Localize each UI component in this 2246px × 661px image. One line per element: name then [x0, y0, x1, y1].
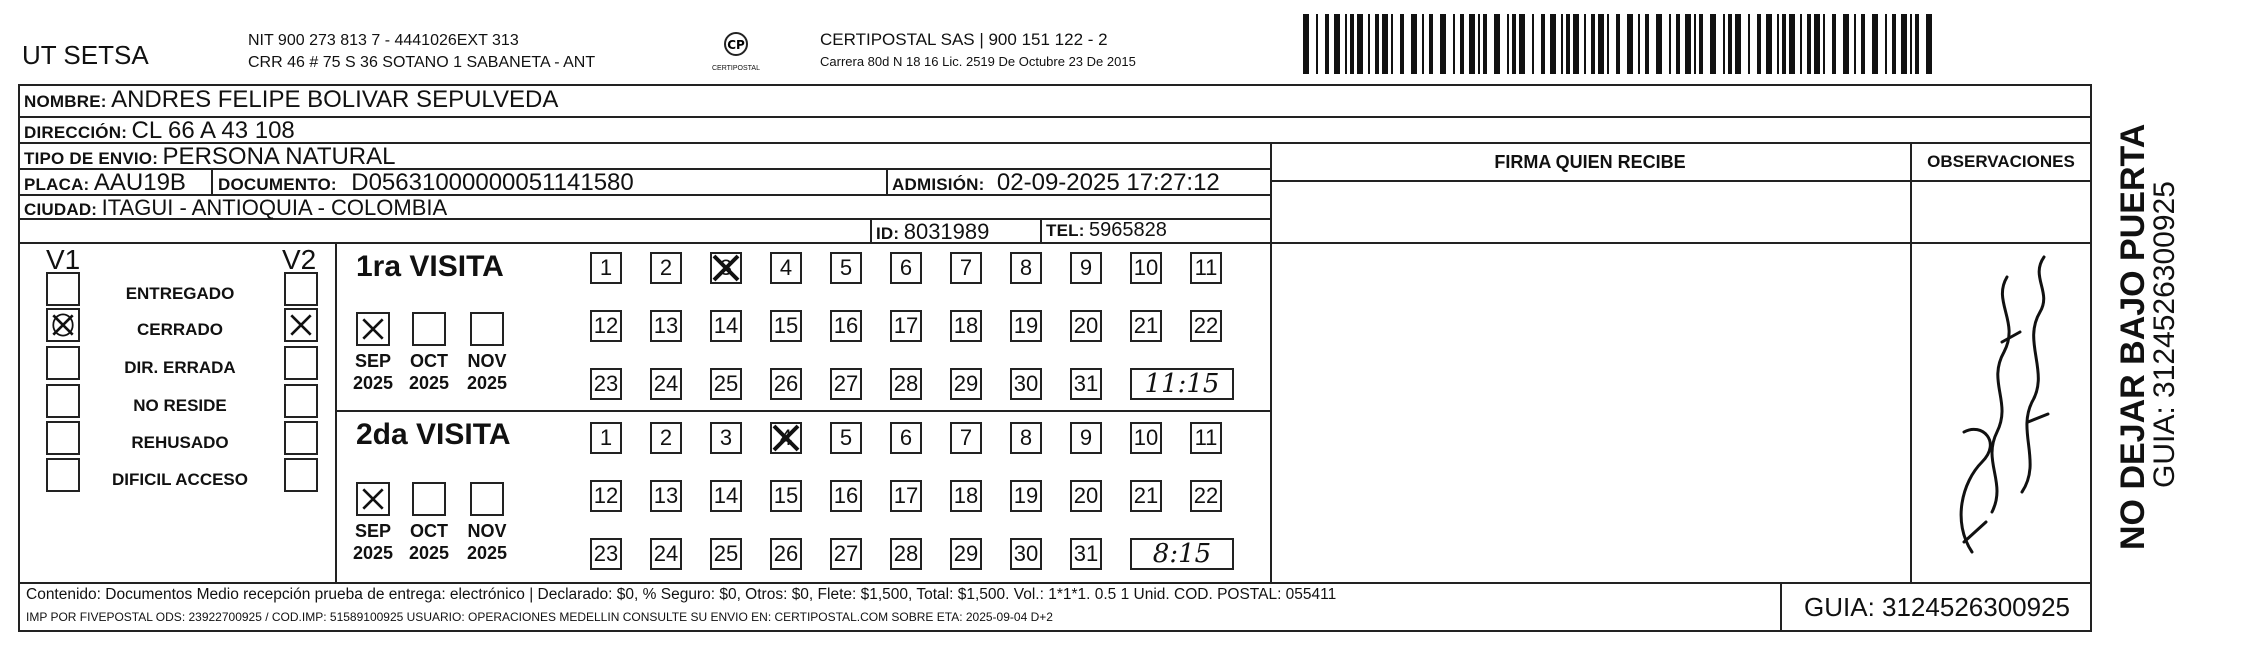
- barcode-bar: [1901, 14, 1907, 74]
- id-label: ID:: [876, 224, 900, 243]
- day-box[interactable]: 13: [650, 310, 682, 342]
- direccion-label: DIRECCIÓN:: [24, 123, 128, 142]
- barcode-bar: [1345, 14, 1347, 74]
- v1-checkbox[interactable]: [46, 308, 80, 342]
- month-year: 2025: [408, 373, 450, 393]
- day-box[interactable]: 7: [950, 252, 982, 284]
- barcode-bar: [1494, 14, 1500, 74]
- v1-checkbox[interactable]: [46, 458, 80, 492]
- barcode-bar: [1854, 14, 1856, 74]
- day-box[interactable]: 2: [650, 252, 682, 284]
- barcode-bar: [1573, 14, 1579, 74]
- direccion-value: CL 66 A 43 108: [131, 117, 295, 144]
- day-box[interactable]: 8: [1010, 252, 1042, 284]
- barcode-bar: [1616, 14, 1620, 74]
- v1-checkbox[interactable]: [46, 384, 80, 418]
- barcode-bar: [1885, 14, 1887, 74]
- footer-guia: GUIA: 3124526300925: [1804, 592, 2070, 622]
- v1-checkbox[interactable]: [46, 421, 80, 455]
- month-name: OCT: [410, 351, 448, 371]
- barcode-bar: [1591, 14, 1595, 74]
- month-checkbox[interactable]: [356, 312, 390, 346]
- day-box[interactable]: 29: [950, 538, 982, 570]
- second-visit-title: 2da VISITA: [356, 418, 511, 451]
- company-address: CRR 46 # 75 S 36 SOTANO 1 SABANETA - ANT: [248, 54, 596, 71]
- day-box[interactable]: 15: [770, 310, 802, 342]
- month-label: [404, 350, 454, 394]
- barcode-bar: [1316, 14, 1318, 74]
- day-box[interactable]: 28: [890, 368, 922, 400]
- observaciones-label: OBSERVACIONES: [1927, 152, 2075, 171]
- day-box[interactable]: 20: [1070, 310, 1102, 342]
- day-box[interactable]: 1: [590, 422, 622, 454]
- month-label: [348, 520, 398, 564]
- status-label: DIFICIL ACCESO: [111, 470, 248, 489]
- v2-checkbox[interactable]: [284, 346, 318, 380]
- barcode-bar: [1368, 14, 1370, 74]
- footer-imp: IMP POR FIVEPOSTAL ODS: 23922700925 / COD.IMP: 51589100925 USUARIO: OPERACIONES MEDELLIN CONSULTE SU ENVIO EN: CERTIPOSTAL.COM SOBRE ETA: 2025-09-04 D+2: [26, 610, 1053, 624]
- barcode: [1303, 14, 1939, 74]
- day-box[interactable]: 4: [770, 422, 802, 454]
- day-box[interactable]: 8: [1010, 422, 1042, 454]
- visit-time[interactable]: 11:15: [1130, 368, 1234, 400]
- barcode-bar: [1453, 14, 1455, 74]
- day-box[interactable]: 25: [710, 538, 742, 570]
- svg-text:CP: CP: [727, 38, 745, 52]
- day-box[interactable]: 27: [830, 538, 862, 570]
- barcode-bar: [1512, 14, 1516, 74]
- tel-label: TEL:: [1046, 221, 1085, 240]
- barcode-bar: [1926, 14, 1932, 74]
- month-year: 2025: [466, 543, 508, 563]
- admision-label: ADMISIÓN:: [892, 175, 985, 194]
- v2-checkbox[interactable]: [284, 384, 318, 418]
- barcode-bar: [1422, 14, 1424, 74]
- day-box[interactable]: 30: [1010, 368, 1042, 400]
- certipostal-logo: [712, 30, 760, 72]
- status-label: DIR. ERRADA: [124, 358, 236, 377]
- barcode-bar: [1391, 14, 1393, 74]
- barcode-bar: [1483, 14, 1487, 74]
- barcode-bar: [1892, 14, 1896, 74]
- day-box[interactable]: 30: [1010, 538, 1042, 570]
- day-mark: [770, 422, 802, 454]
- barcode-bar: [1460, 14, 1464, 74]
- v2-checkbox[interactable]: [284, 421, 318, 455]
- day-box[interactable]: 12: [590, 480, 622, 512]
- barcode-bar: [1669, 14, 1671, 74]
- barcode-bar: [1915, 14, 1919, 74]
- placa-value: AAU19B: [93, 169, 186, 196]
- day-box[interactable]: 12: [590, 310, 622, 342]
- barcode-bar: [1627, 14, 1633, 74]
- barcode-bar: [1638, 14, 1640, 74]
- barcode-bar: [1694, 14, 1696, 74]
- barcode-bar: [1566, 14, 1570, 74]
- month-year: 2025: [408, 543, 450, 563]
- first-visit-title: 1ra VISITA: [356, 250, 504, 283]
- month-label: [462, 350, 512, 394]
- barcode-bar: [1584, 14, 1586, 74]
- day-box[interactable]: 24: [650, 368, 682, 400]
- barcode-bar: [1710, 14, 1716, 74]
- day-box[interactable]: 4: [770, 252, 802, 284]
- id-value: 8031989: [903, 219, 990, 244]
- month-label: [462, 520, 512, 564]
- barcode-bar: [1375, 14, 1379, 74]
- no-dejar-bajo-puerta: NO DEJAR BAJO PUERTA: [2114, 123, 2152, 550]
- day-box[interactable]: 11: [1190, 252, 1222, 284]
- side-guia: GUIA: 3124526300925: [2148, 181, 2181, 488]
- status-label: REHUSADO: [131, 433, 229, 452]
- day-box[interactable]: 5: [830, 252, 862, 284]
- day-box[interactable]: 22: [1190, 310, 1222, 342]
- barcode-bar: [1685, 14, 1691, 74]
- nombre-label: NOMBRE:: [24, 92, 107, 111]
- day-box[interactable]: 21: [1130, 310, 1162, 342]
- day-box[interactable]: 15: [770, 480, 802, 512]
- barcode-bar: [1814, 14, 1820, 74]
- day-box[interactable]: 10: [1130, 422, 1162, 454]
- month-checkbox[interactable]: [356, 482, 390, 516]
- month-label: [404, 520, 454, 564]
- day-box[interactable]: 31: [1070, 538, 1102, 570]
- barcode-bar: [1723, 14, 1725, 74]
- v1-label: V1: [46, 244, 81, 275]
- v1-checkbox[interactable]: [46, 346, 80, 380]
- documento-label: DOCUMENTO:: [218, 175, 337, 194]
- company-name: UT SETSA: [22, 40, 149, 70]
- month-year: 2025: [466, 373, 508, 393]
- day-box[interactable]: 6: [890, 252, 922, 284]
- ciudad-value: ITAGUI - ANTIOQUIA - COLOMBIA: [101, 195, 448, 220]
- v2-checkbox[interactable]: [284, 308, 318, 342]
- day-box[interactable]: 24: [650, 538, 682, 570]
- barcode-bar: [1325, 14, 1329, 74]
- month-name: OCT: [410, 521, 448, 541]
- barcode-bar: [1541, 14, 1545, 74]
- barcode-bar: [1334, 14, 1340, 74]
- day-box[interactable]: 25: [710, 368, 742, 400]
- admision-value: 02-09-2025 17:27:12: [996, 169, 1220, 196]
- month-name: NOV: [467, 351, 507, 371]
- firma-label: FIRMA QUIEN RECIBE: [1494, 152, 1686, 172]
- barcode-bar: [1843, 14, 1849, 74]
- day-box[interactable]: 19: [1010, 480, 1042, 512]
- day-box[interactable]: 20: [1070, 480, 1102, 512]
- barcode-bar: [1800, 14, 1802, 74]
- day-box[interactable]: 9: [1070, 422, 1102, 454]
- day-box[interactable]: 19: [1010, 310, 1042, 342]
- status-label: NO RESIDE: [133, 396, 227, 415]
- barcode-bar: [1757, 14, 1761, 74]
- day-box[interactable]: 22: [1190, 480, 1222, 512]
- barcode-bar: [1411, 14, 1417, 74]
- day-box[interactable]: 3: [710, 252, 742, 284]
- barcode-bar: [1469, 14, 1475, 74]
- barcode-bar: [1350, 14, 1354, 74]
- month-checkbox[interactable]: [412, 312, 446, 346]
- status-label: ENTREGADO: [125, 284, 235, 303]
- day-box[interactable]: 29: [950, 368, 982, 400]
- v2-checkbox[interactable]: [284, 458, 318, 492]
- barcode-bar: [1861, 14, 1865, 74]
- barcode-bar: [1645, 14, 1649, 74]
- day-box[interactable]: 11: [1190, 422, 1222, 454]
- barcode-bar: [1507, 14, 1509, 74]
- barcode-bar: [1561, 14, 1563, 74]
- month-name: SEP: [354, 351, 392, 371]
- ciudad-label: CIUDAD:: [24, 200, 98, 219]
- day-box[interactable]: 9: [1070, 252, 1102, 284]
- barcode-bar: [1519, 14, 1525, 74]
- day-box[interactable]: 13: [650, 480, 682, 512]
- barcode-bar: [1748, 14, 1750, 74]
- day-box[interactable]: 23: [590, 368, 622, 400]
- barcode-bar: [1607, 14, 1609, 74]
- month-label: [348, 350, 398, 394]
- status-label: CERRADO: [137, 320, 223, 339]
- month-year: 2025: [352, 373, 394, 393]
- barcode-bar: [1872, 14, 1878, 74]
- day-box[interactable]: 18: [950, 480, 982, 512]
- day-box[interactable]: 28: [890, 538, 922, 570]
- day-box[interactable]: 31: [1070, 368, 1102, 400]
- barcode-bar: [1728, 14, 1732, 74]
- barcode-bar: [1357, 14, 1363, 74]
- day-box[interactable]: 6: [890, 422, 922, 454]
- logo-text: CERTIPOSTAL: [712, 65, 760, 72]
- footer-contenido: Contenido: Documentos Medio recepción prueba de entrega: electrónico | Declarado: $0, % Seguro: $0, Otros: $0, Flete: $1,500, Total: $1,500. Vol.: 1*1*1. 0.5 1 Unid. COD. POSTAL: 055411: [26, 586, 1337, 603]
- barcode-bar: [1777, 14, 1779, 74]
- day-box[interactable]: 18: [950, 310, 982, 342]
- barcode-bar: [1429, 14, 1433, 74]
- month-name: SEP: [354, 521, 392, 541]
- tipo-envio-label: TIPO DE ENVIO:: [24, 149, 159, 168]
- barcode-bar: [1676, 14, 1680, 74]
- barcode-bar: [1598, 14, 1604, 74]
- company-nit: NIT 900 273 813 7 - 4441026EXT 313: [248, 32, 519, 49]
- barcode-bar: [1789, 14, 1795, 74]
- firma-area: [1272, 182, 1908, 580]
- day-box[interactable]: 14: [710, 480, 742, 512]
- day-box[interactable]: 14: [710, 310, 742, 342]
- barcode-bar: [1400, 14, 1404, 74]
- observaciones-handwriting: [1912, 182, 2090, 580]
- month-checkbox[interactable]: [470, 312, 504, 346]
- barcode-bar: [1699, 14, 1703, 74]
- barcode-bar: [1550, 14, 1556, 74]
- courier-license: Carrera 80d N 18 16 Lic. 2519 De Octubre 23 De 2015: [820, 54, 1136, 69]
- barcode-bar: [1823, 14, 1825, 74]
- month-year: 2025: [352, 543, 394, 563]
- barcode-bar: [1382, 14, 1388, 74]
- visit-time[interactable]: 8:15: [1130, 538, 1234, 570]
- barcode-bar: [1832, 14, 1836, 74]
- day-box[interactable]: 1: [590, 252, 622, 284]
- day-box[interactable]: 5: [830, 422, 862, 454]
- month-checkbox[interactable]: [470, 482, 504, 516]
- placa-label: PLACA:: [24, 175, 90, 194]
- month-checkbox[interactable]: [412, 482, 446, 516]
- day-mark: [710, 252, 742, 284]
- day-box[interactable]: 26: [770, 538, 802, 570]
- day-box[interactable]: 2: [650, 422, 682, 454]
- barcode-bar: [1782, 14, 1786, 74]
- month-name: NOV: [467, 521, 507, 541]
- barcode-bar: [1532, 14, 1534, 74]
- day-box[interactable]: 7: [950, 422, 982, 454]
- day-box[interactable]: 23: [590, 538, 622, 570]
- day-box[interactable]: 16: [830, 480, 862, 512]
- tel-value: 5965828: [1089, 219, 1167, 241]
- barcode-bar: [1303, 14, 1309, 74]
- tipo-envio-value: PERSONA NATURAL: [162, 143, 396, 170]
- v2-label: V2: [282, 244, 317, 275]
- v1-checkbox[interactable]: [46, 272, 80, 306]
- nombre-value: ANDRES FELIPE BOLIVAR SEPULVEDA: [111, 86, 559, 113]
- day-box[interactable]: 27: [830, 368, 862, 400]
- barcode-bar: [1766, 14, 1772, 74]
- barcode-bar: [1440, 14, 1446, 74]
- day-box[interactable]: 3: [710, 422, 742, 454]
- v2-checkbox[interactable]: [284, 272, 318, 306]
- day-box[interactable]: 10: [1130, 252, 1162, 284]
- documento-value: D05631000000051141580: [351, 169, 634, 196]
- courier-name: CERTIPOSTAL SAS | 900 151 122 - 2: [820, 30, 1108, 49]
- day-box[interactable]: 17: [890, 480, 922, 512]
- day-box[interactable]: 16: [830, 310, 862, 342]
- barcode-bar: [1910, 14, 1912, 74]
- barcode-bar: [1807, 14, 1811, 74]
- day-box[interactable]: 21: [1130, 480, 1162, 512]
- barcode-bar: [1656, 14, 1662, 74]
- barcode-bar: [1478, 14, 1480, 74]
- day-box[interactable]: 26: [770, 368, 802, 400]
- day-box[interactable]: 17: [890, 310, 922, 342]
- barcode-bar: [1735, 14, 1741, 74]
